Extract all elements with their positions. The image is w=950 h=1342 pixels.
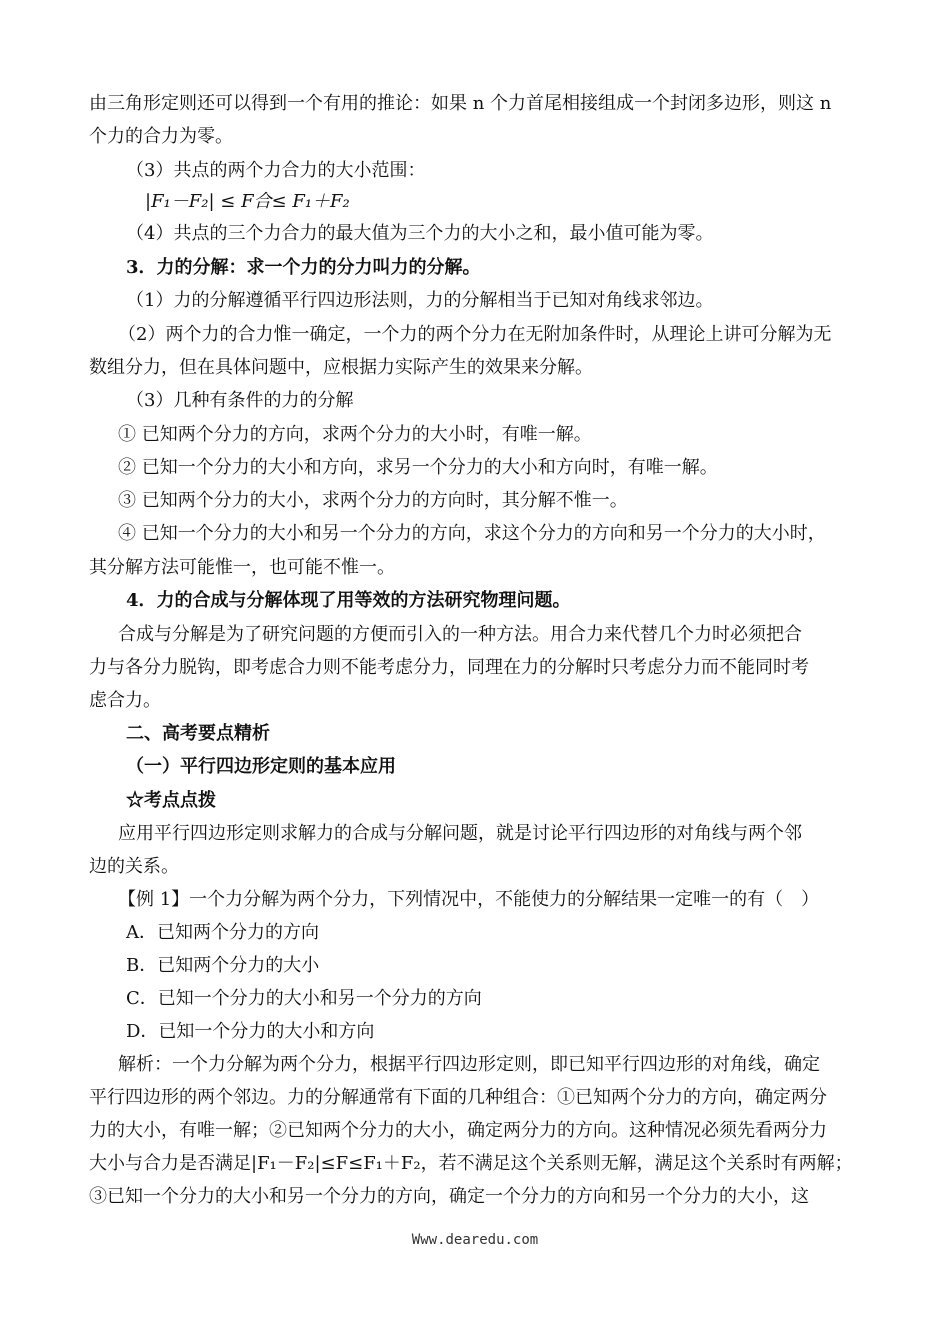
text-line: 力与各分力脱钩，即考虑合力则不能考虑分力，同理在力的分解时只考虑分力而不能同时考	[89, 657, 809, 678]
example-question: 【例 1】一个力分解为两个分力，下列情况中，不能使力的分解结果一定唯一的有（ ）	[118, 889, 820, 910]
text-line: 解析：一个力分解为两个分力，根据平行四边形定则，即已知平行四边形的对角线，确定	[118, 1054, 820, 1075]
text-line: 大小与合力是否满足|F₁－F₂|≤F≤F₁＋F₂，若不满足这个关系则无解，满足这个关系时有两解；	[89, 1153, 853, 1174]
text-line: 虑合力。	[89, 690, 161, 711]
text-line: （3）共点的两个力合力的大小范围：	[126, 160, 426, 181]
text-line: （3）几种有条件的力的分解	[126, 390, 354, 411]
text-line: 应用平行四边形定则求解力的合成与分解问题，就是讨论平行四边形的对角线与两个邻	[118, 823, 802, 844]
list-item: ④ 已知一个分力的大小和另一个分力的方向，求这个分力的方向和另一个分力的大小时，	[118, 523, 826, 544]
formula-line: |F₁－F₂| ≤ F合≤ F₁＋F₂	[145, 191, 350, 212]
section-heading: 4．力的合成与分解体现了用等效的方法研究物理问题。	[126, 590, 571, 611]
text-line: 其分解方法可能惟一，也可能不惟一。	[89, 557, 395, 578]
text-line: ③已知一个分力的大小和另一个分力的方向，确定一个分力的方向和另一个分力的大小，这	[89, 1186, 809, 1207]
subsection-heading: （一）平行四边形定则的基本应用	[126, 756, 396, 777]
text-line: 平行四边形的两个邻边。力的分解通常有下面的几种组合：①已知两个分力的方向，确定两分	[89, 1087, 827, 1108]
subsection-heading: ☆考点点拨	[126, 790, 216, 811]
option-c: C．已知一个分力的大小和另一个分力的方向	[126, 988, 482, 1009]
text-line: 边的关系。	[89, 856, 179, 877]
text-line: （4）共点的三个力合力的最大值为三个力的大小之和，最小值可能为零。	[126, 223, 714, 244]
text-line: 个力的合力为零。	[89, 126, 233, 147]
text-line: 合成与分解是为了研究问题的方便而引入的一种方法。用合力来代替几个力时必须把合	[118, 624, 802, 645]
text-line: （1）力的分解遵循平行四边形法则，力的分解相当于已知对角线求邻边。	[126, 290, 714, 311]
list-item: ③ 已知两个分力的大小，求两个分力的方向时，其分解不惟一。	[118, 490, 628, 511]
list-item: ① 已知两个分力的方向，求两个分力的大小时，有唯一解。	[118, 424, 592, 445]
text-line: （2）两个力的合力惟一确定，一个力的两个分力在无附加条件时，从理论上讲可分解为无	[118, 324, 832, 345]
text-line: 力的大小，有唯一解；②已知两个分力的大小，确定两分力的方向。这种情况必须先看两分力	[89, 1120, 827, 1141]
list-item: ② 已知一个分力的大小和方向，求另一个分力的大小和方向时，有唯一解。	[118, 457, 718, 478]
page-footer: Www.dearedu.com	[411, 1232, 539, 1248]
option-d: D．已知一个分力的大小和方向	[126, 1021, 375, 1042]
text-line: 由三角形定则还可以得到一个有用的推论：如果 n 个力首尾相接组成一个封闭多边形，则这 n	[89, 93, 832, 114]
option-a: A．已知两个分力的方向	[126, 922, 319, 943]
section-heading: 二、高考要点精析	[126, 723, 270, 744]
option-b: B．已知两个分力的大小	[126, 955, 320, 976]
section-heading: 3．力的分解：求一个力的分力叫力的分解。	[126, 257, 481, 278]
text-line: 数组分力，但在具体问题中，应根据力实际产生的效果来分解。	[89, 357, 593, 378]
